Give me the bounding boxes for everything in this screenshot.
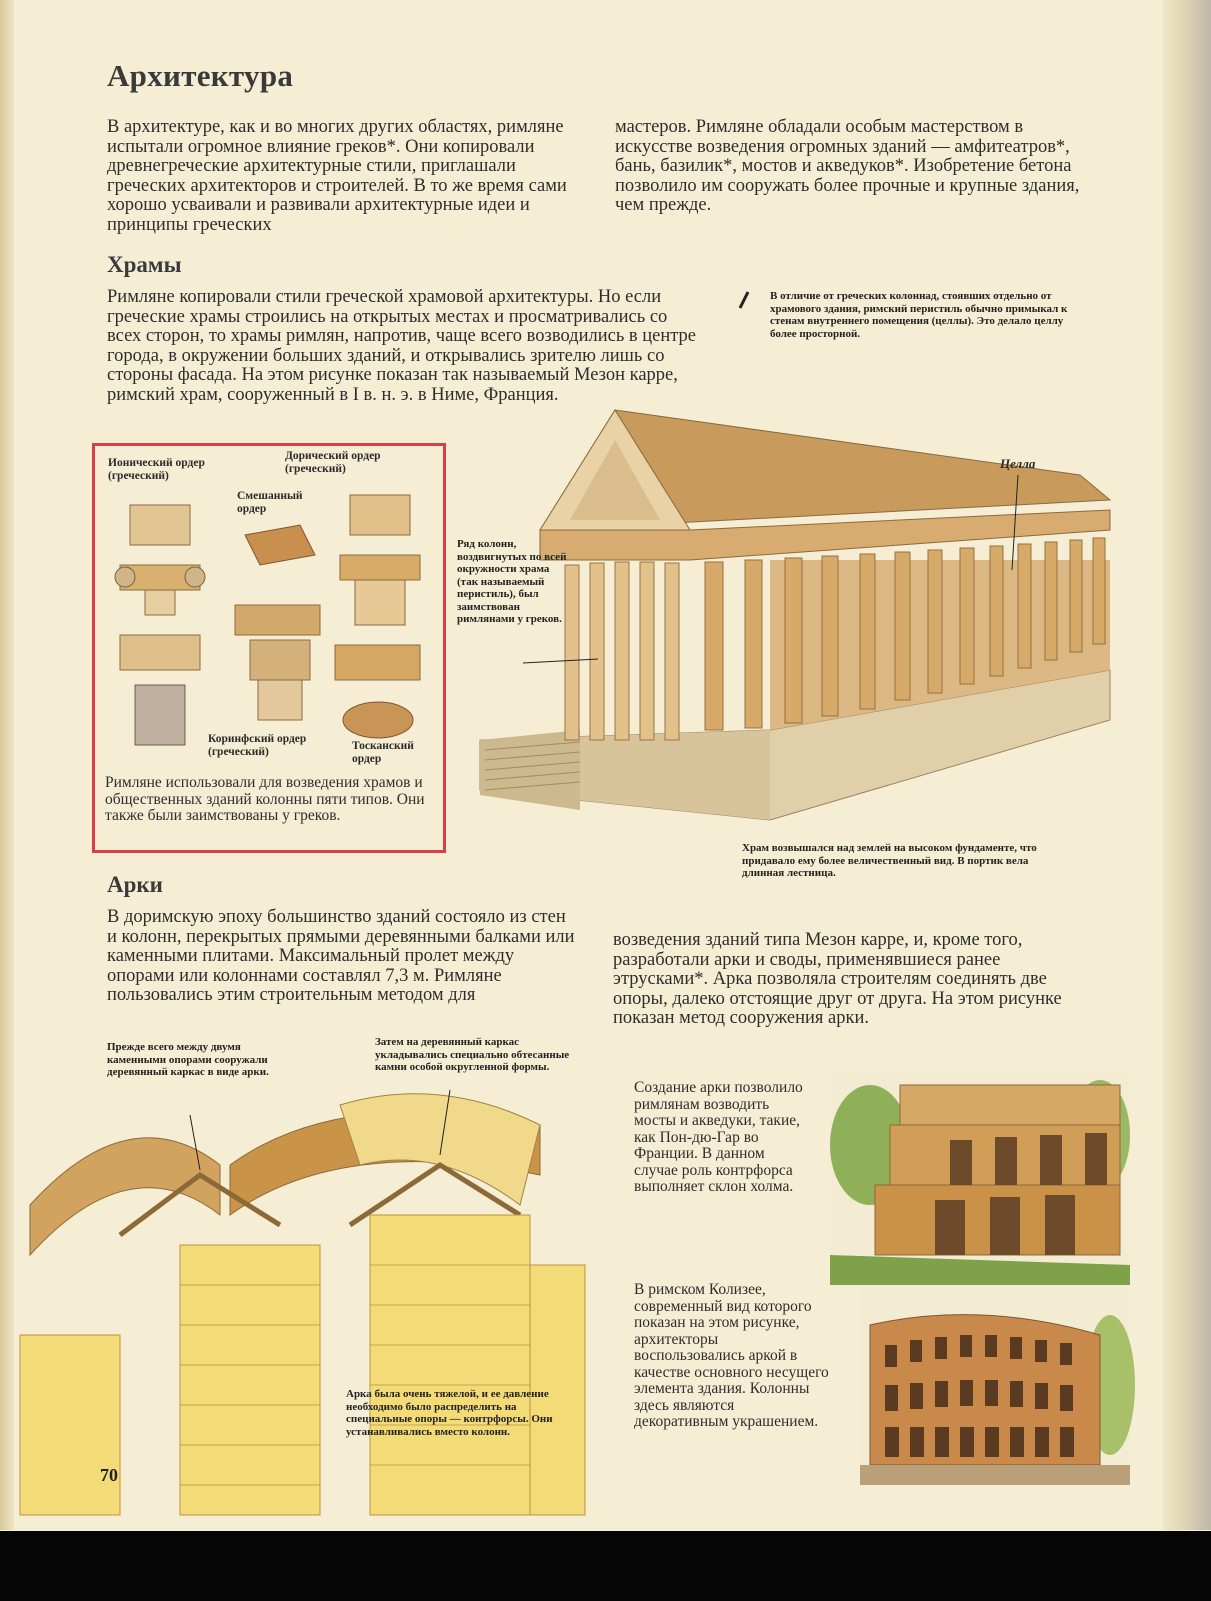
ionic-label: Ионический ордер (греческий) bbox=[108, 457, 205, 482]
arches-col1: В доримскую эпоху большинство зданий состояло из стен и колонн, перекрытых прямыми деревянными балками или каменными плитами. Максимальный пролет между опорами или колоннами составлял 7,3 м. Римляне пользовались этим строительным методом для bbox=[107, 907, 575, 1005]
colosseum-caption: В римском Колизее, современный вид которого показан на этом рисунке, архитекторы воспользовались аркой в качестве основного несущего элемента здания. Колонны здесь являются декоративным украшением. bbox=[634, 1281, 829, 1430]
orders-illustration bbox=[110, 495, 430, 750]
colonnade-label: Ряд колонн, воздвигнутых по всей окружности храма (так называемый перистиль), был заимствован римлянами у греков. bbox=[457, 538, 567, 625]
page-gutter bbox=[0, 0, 14, 1530]
aqueduct-caption: Создание арки позволило римлянам возводить мосты и акведуки, такие, как Пон-дю-Гар во Франции. В данном случае роль контрфорса выполняет склон холма. bbox=[634, 1079, 803, 1195]
composite-label: Смешанный ордер bbox=[237, 490, 303, 515]
colosseum-illustration bbox=[860, 1285, 1130, 1485]
arches-col2: возведения зданий типа Мезон карре, и, кроме того, разработали арки и своды, применявшиеся ранее этрусками*. Арка позволяла строителям соединять две опоры, далеко отстоящие друг от друга. На этом рисунке показан метод сооружения арки. bbox=[613, 930, 1062, 1028]
scan-footer-bar bbox=[0, 1531, 1211, 1601]
temples-text: Римляне копировали стили греческой храмовой архитектуры. Но если греческие храмы строились на открытых местах и просматривались со всех сторон, то храмы римлян, напротив, чаще всего возводились в центре города, в окружении больших зданий, и открывались зрителю лишь со стороны фасада. На этом рисунке показан так называемый Мезон карре, римский храм, сооруженный в I в. н. э. в Ниме, Франция. bbox=[107, 287, 697, 405]
arch-construction-illustration bbox=[20, 1085, 610, 1525]
tuscan-label: Тосканский ордер bbox=[352, 740, 414, 765]
intro-col2: мастеров. Римляне обладали особым мастерством в искусстве возведения огромных зданий — амфитеатров*, бань, базилик*, мостов и акведуков*. Изобретение бетона позволило им сооружать более прочные и крупные здания, чем прежде. bbox=[615, 117, 1080, 215]
arches-heading: Арки bbox=[107, 872, 163, 897]
cella-label: Целла bbox=[1000, 456, 1036, 471]
intro-col1: В архитектуре, как и во многих других областях, римляне испытали огромное влияние греков*. Они копировали древнегреческие архитектурные стили, приглашали греческих архитекторов и строителей. В то же время сами хорошо усваивали и развивали архитектурные идеи и принципы греческих bbox=[107, 117, 567, 235]
stones-label: Затем на деревянный каркас укладывались специально обтесанные камни особой округленной формы. bbox=[375, 1036, 570, 1073]
aqueduct-illustration bbox=[830, 1065, 1130, 1285]
temples-heading: Храмы bbox=[107, 252, 182, 277]
page-number: 70 bbox=[100, 1465, 118, 1485]
doric-label: Дорический ордер (греческий) bbox=[285, 450, 381, 475]
corinthian-label: Коринфский ордер (греческий) bbox=[208, 733, 307, 758]
orders-caption: Римляне использовали для возведения храмов и общественных зданий колонны пяти типов. Они также были заимствованы у греков. bbox=[105, 774, 425, 824]
pencil-icon bbox=[737, 290, 751, 310]
cella-pointer bbox=[1010, 475, 1022, 575]
buttress-label: Арка была очень тяжелой, и ее давление необходимо было распределить на специальные опоры — контрфорсы. Они устанавливались вместо колонн. bbox=[346, 1388, 553, 1438]
foundation-caption: Храм возвышался над землей на высоком фундаменте, что придавало ему более величественный вид. В портик вела длинная лестница. bbox=[742, 842, 1037, 879]
frame-label: Прежде всего между двумя каменными опорами сооружали деревянный каркас в виде арки. bbox=[107, 1041, 269, 1078]
page-title: Архитектура bbox=[107, 58, 294, 93]
page-edge bbox=[1163, 0, 1211, 1530]
colonnade-pointer bbox=[523, 655, 603, 667]
peristyle-note: В отличие от греческих колоннад, стоявших отдельно от храмового здания, римский перистиль обычно примыкал к стенам внутреннего помещения (целлы). Это делало целлу более просторной. bbox=[770, 290, 1068, 340]
